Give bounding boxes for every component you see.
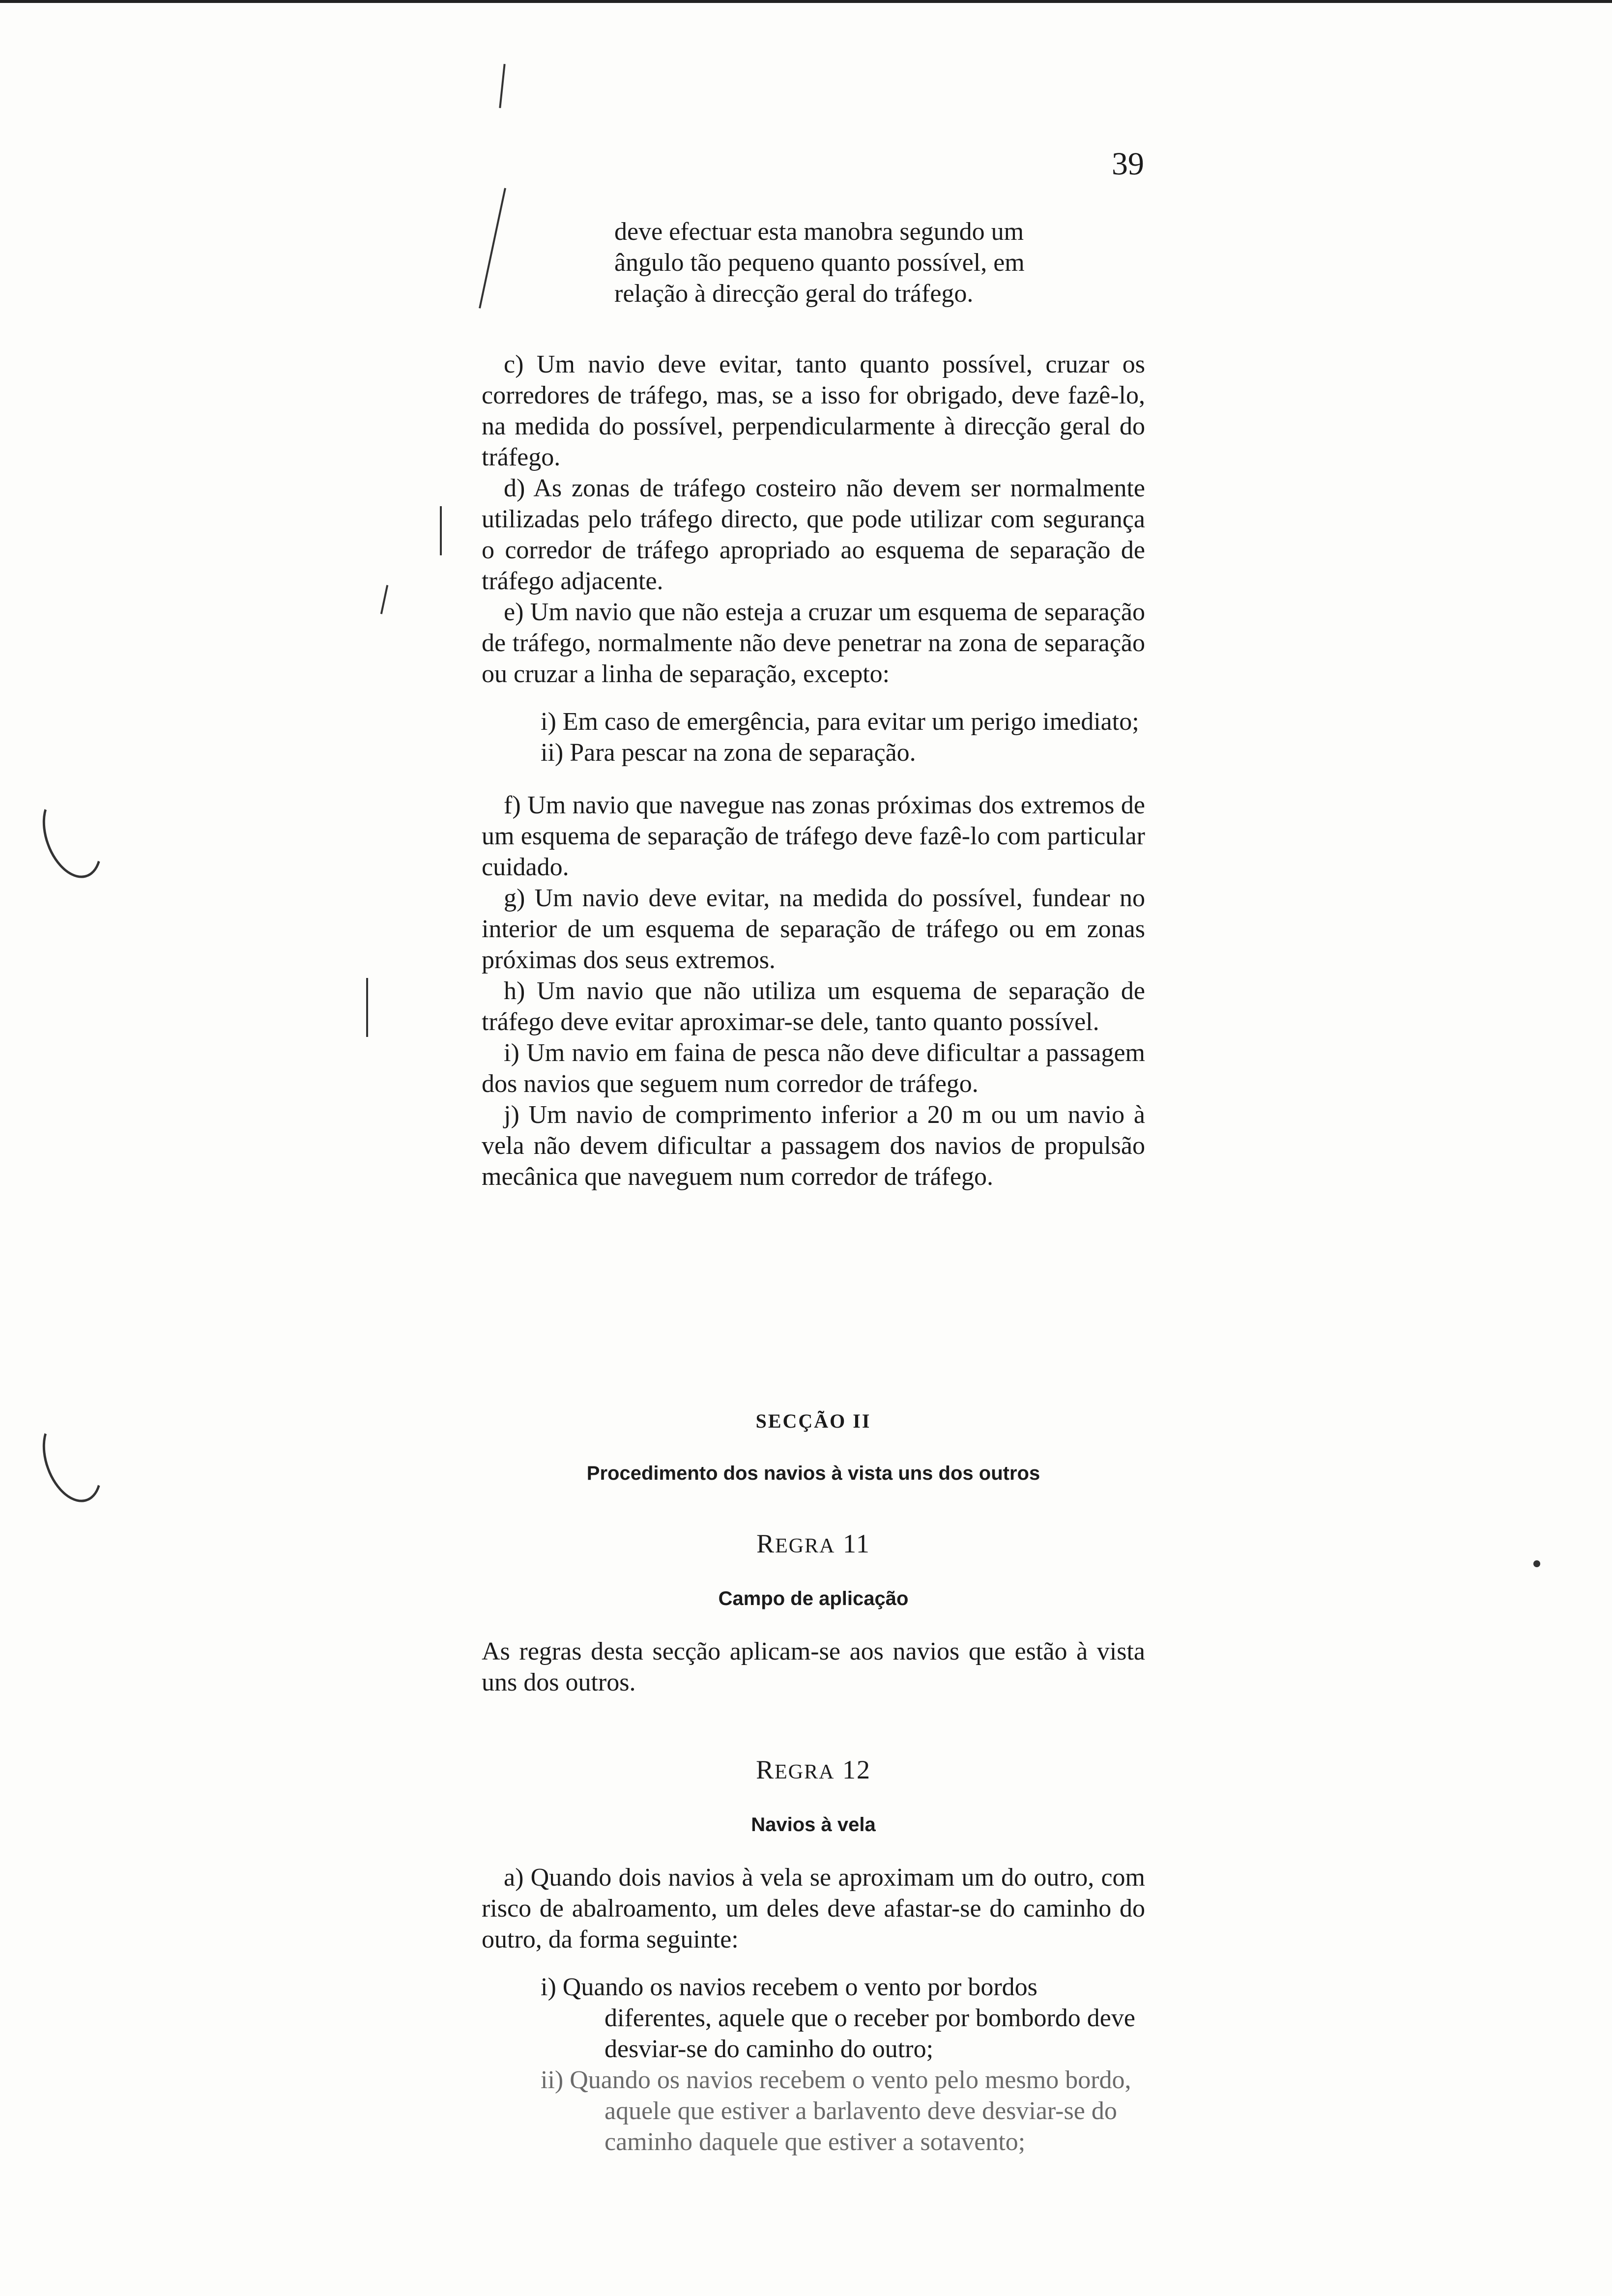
rule-12-heading: REGRA 12 <box>756 1755 871 1784</box>
scan-mark <box>1533 1560 1540 1567</box>
body-column <box>482 349 1145 1192</box>
paragraph-j: j) Um navio de comprimento inferior a 20 m ou um navio à vela não devem dificultar a passagem dos navios de propulsão mecânica que naveguem num corredor de tráfego. <box>482 1101 1145 1191</box>
scan-mark <box>380 585 388 614</box>
paragraph-d: d) As zonas de tráfego costeiro não devem ser normalmente utilizadas pelo tráfego directo, que pode utilizar com segurança o corredor de tráfego apropriado ao esquema de separação de tráfego adjacente. <box>482 474 1145 595</box>
rule-12-paragraph-a-i: i) Quando os navios recebem o vento por bordos diferentes, aquele que o receber por bombordo deve desviar-se do caminho do outro; <box>541 1973 1135 2063</box>
scan-mark <box>32 1409 113 1511</box>
text-line: deve efectuar esta manobra segundo um <box>614 218 1024 246</box>
section-heading: SECÇÃO II <box>755 1410 871 1432</box>
paragraph-f: f) Um navio que navegue nas zonas próximas dos extremos de um esquema de separação de tráfego deve fazê-lo com particular cuidado. <box>482 791 1145 881</box>
page-number: 39 <box>1112 146 1144 182</box>
rule-11-heading: REGRA 11 <box>756 1529 870 1558</box>
section-title: Procedimento dos navios à vista uns dos outros <box>586 1463 1040 1484</box>
continuation-text <box>614 216 1145 309</box>
text-line: relação à direcção geral do tráfego. <box>614 280 974 308</box>
scan-top-edge <box>0 0 1612 3</box>
scan-mark <box>440 506 442 555</box>
text-line: ângulo tão pequeno quanto possível, em <box>614 249 1025 277</box>
paragraph-e: e) Um navio que não esteja a cruzar um esquema de separação de tráfego, normalmente não deve penetrar na zona de separação ou cruzar a linha de separação, excepto: <box>482 598 1145 688</box>
rule-11-title: Campo de aplicação <box>718 1588 909 1609</box>
rule-11-block <box>482 1528 1145 1698</box>
rule-12-paragraph-a: a) Quando dois navios à vela se aproximam um do outro, com risco de abalroamento, um deles deve afastar-se do caminho do outro, da forma seguinte: <box>482 1864 1145 1953</box>
rule-12-block <box>482 1754 1145 2157</box>
paragraph-h: h) Um navio que não utiliza um esquema de separação de tráfego deve evitar aproximar-se dele, tanto quanto possível. <box>482 977 1145 1036</box>
paragraph-g: g) Um navio deve evitar, na medida do possível, fundear no interior de um esquema de separação de tráfego ou em zonas próximas dos seus extremos. <box>482 884 1145 974</box>
section-block <box>482 1406 1145 1489</box>
rule-12-paragraph-a-ii: ii) Quando os navios recebem o vento pelo mesmo bordo, aquele que estiver a barlavento deve desviar-se do caminho daquele que estiver a sotavento; <box>541 2066 1131 2156</box>
paragraph-i: i) Um navio em faina de pesca não deve dificultar a passagem dos navios que seguem num corredor de tráfego. <box>482 1039 1145 1098</box>
scan-mark <box>499 64 505 108</box>
scan-mark <box>479 188 506 308</box>
scan-mark <box>366 978 368 1037</box>
scan-mark <box>32 785 113 887</box>
rule-12-title: Navios à vela <box>751 1814 876 1836</box>
paragraph-e-i: i) Em caso de emergência, para evitar um perigo imediato; <box>541 708 1139 736</box>
paragraph-e-ii: ii) Para pescar na zona de separação. <box>541 739 916 767</box>
paragraph-c: c) Um navio deve evitar, tanto quanto possível, cruzar os corredores de tráfego, mas, se a isso for obrigado, deve fazê-lo, na medida do possível, perpendicularmente à direcção geral do tráfego. <box>482 350 1145 471</box>
rule-11-text: As regras desta secção aplicam-se aos navios que estão à vista uns dos outros. <box>482 1637 1145 1696</box>
